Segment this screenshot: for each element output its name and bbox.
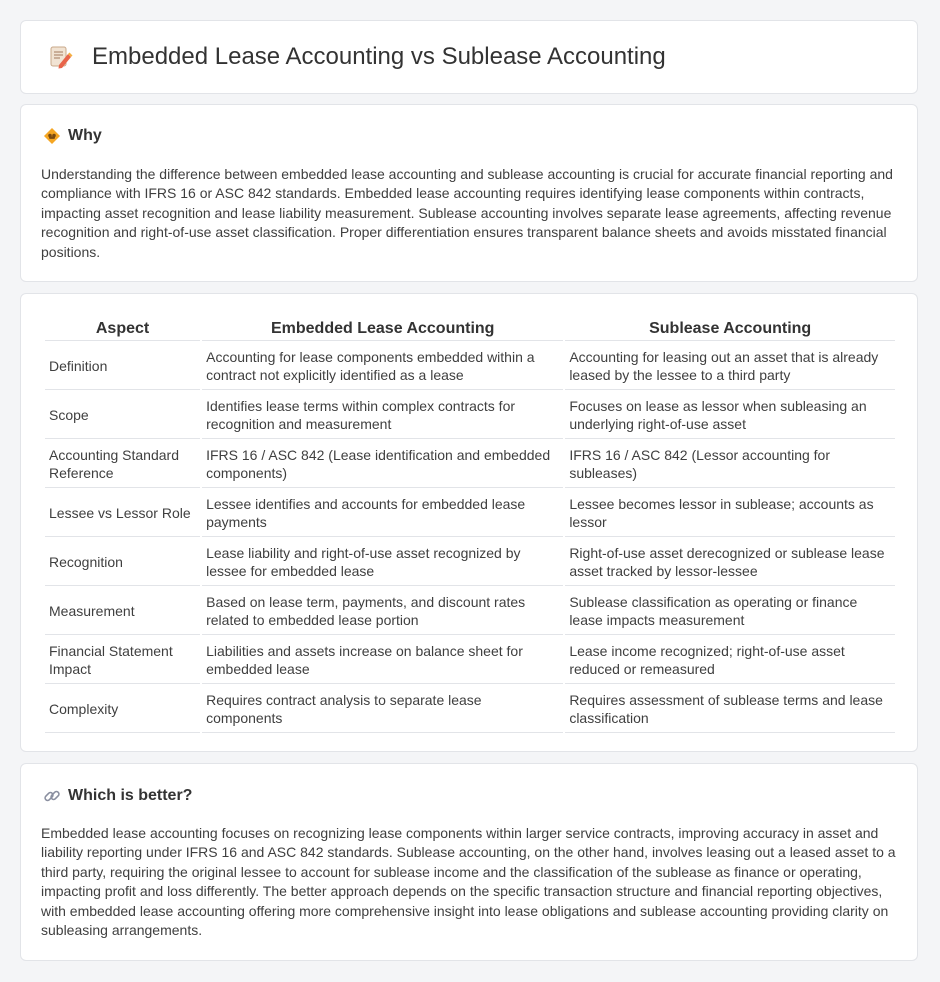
title-row: [47, 43, 666, 71]
aspect-cell: Accounting Standard Reference: [45, 441, 200, 488]
table-row: [45, 588, 895, 635]
table-row: [45, 539, 895, 586]
embedded-cell: Identifies lease terms within complex contracts for recognition and measurement: [202, 392, 563, 439]
table-header-row: [45, 316, 895, 341]
page-title: Embedded Lease Accounting vs Sublease Accounting: [92, 43, 666, 70]
embedded-cell: Liabilities and assets increase on balance sheet for embedded lease: [202, 637, 563, 684]
aspect-cell: Lessee vs Lessor Role: [45, 490, 200, 537]
header-aspect: Aspect: [45, 316, 200, 341]
embedded-cell: Accounting for lease components embedded within a contract not explicitly identified as a lease: [202, 343, 563, 390]
embedded-cell: Lessee identifies and accounts for embedded lease payments: [202, 490, 563, 537]
handshake-icon: [43, 127, 61, 145]
aspect-cell: Measurement: [45, 588, 200, 635]
edit-document-icon: [47, 44, 73, 70]
why-card: [20, 104, 918, 282]
sublease-cell: Accounting for leasing out an asset that is already leased by the lessee to a third party: [565, 343, 895, 390]
embedded-cell: Requires contract analysis to separate lease components: [202, 686, 563, 733]
which-better-card: [20, 763, 918, 961]
table-row: [45, 441, 895, 488]
aspect-cell: Scope: [45, 392, 200, 439]
better-title: Which is better?: [68, 787, 193, 804]
aspect-cell: Complexity: [45, 686, 200, 733]
why-title: Why: [68, 127, 102, 144]
embedded-cell: Lease liability and right-of-use asset recognized by lessee for embedded lease: [202, 539, 563, 586]
sublease-cell: IFRS 16 / ASC 842 (Lessor accounting for subleases): [565, 441, 895, 488]
sublease-cell: Lessee becomes lessor in sublease; accounts as lessor: [565, 490, 895, 537]
sublease-cell: Requires assessment of sublease terms and lease classification: [565, 686, 895, 733]
sublease-cell: Sublease classification as operating or finance lease impacts measurement: [565, 588, 895, 635]
better-heading: [43, 787, 192, 805]
sublease-cell: Right-of-use asset derecognized or sublease lease asset tracked by lessor-lessee: [565, 539, 895, 586]
comparison-table: [43, 314, 897, 735]
table-row: [45, 637, 895, 684]
aspect-cell: Definition: [45, 343, 200, 390]
table-row: [45, 392, 895, 439]
why-heading: [43, 127, 102, 145]
title-card: [20, 20, 918, 94]
sublease-cell: Focuses on lease as lessor when subleasing an underlying right-of-use asset: [565, 392, 895, 439]
better-text: Embedded lease accounting focuses on recognizing lease components within larger service contracts, improving accuracy in asset and liability reporting under IFRS 16 and ASC 842 standards. Sublease accounting, on the other hand, involves leasing out a leased asset to a third party, requiring the original lessee to account for sublease income and the classification of the sublease as finance or operating, impacting profit and loss differently. The better approach depends on the specific transaction structure and financial reporting objectives, with embedded lease accounting offering more comprehensive insight into lease obligations and sublease accounting providing clarity on subleasing arrangements.: [41, 825, 896, 939]
header-sublease: Sublease Accounting: [565, 316, 895, 341]
link-icon: [43, 787, 61, 805]
table-row: [45, 686, 895, 733]
table-row: [45, 490, 895, 537]
embedded-cell: Based on lease term, payments, and discount rates related to embedded lease portion: [202, 588, 563, 635]
header-embedded: Embedded Lease Accounting: [202, 316, 563, 341]
aspect-cell: Recognition: [45, 539, 200, 586]
embedded-cell: IFRS 16 / ASC 842 (Lease identification and embedded components): [202, 441, 563, 488]
table-row: [45, 343, 895, 390]
aspect-cell: Financial Statement Impact: [45, 637, 200, 684]
why-text: Understanding the difference between embedded lease accounting and sublease accounting is crucial for accurate financial reporting and compliance with IFRS 16 or ASC 842 standards. Embedded lease accounting requires identifying lease components within contracts, impacting asset recognition and lease liability measurement. Sublease accounting involves separate lease agreements, affecting revenue recognition and right-of-use asset classification. Proper differentiation ensures transparent balance sheets and avoids misstated financial positions.: [41, 166, 893, 260]
comparison-card: [20, 293, 918, 752]
sublease-cell: Lease income recognized; right-of-use asset reduced or remeasured: [565, 637, 895, 684]
